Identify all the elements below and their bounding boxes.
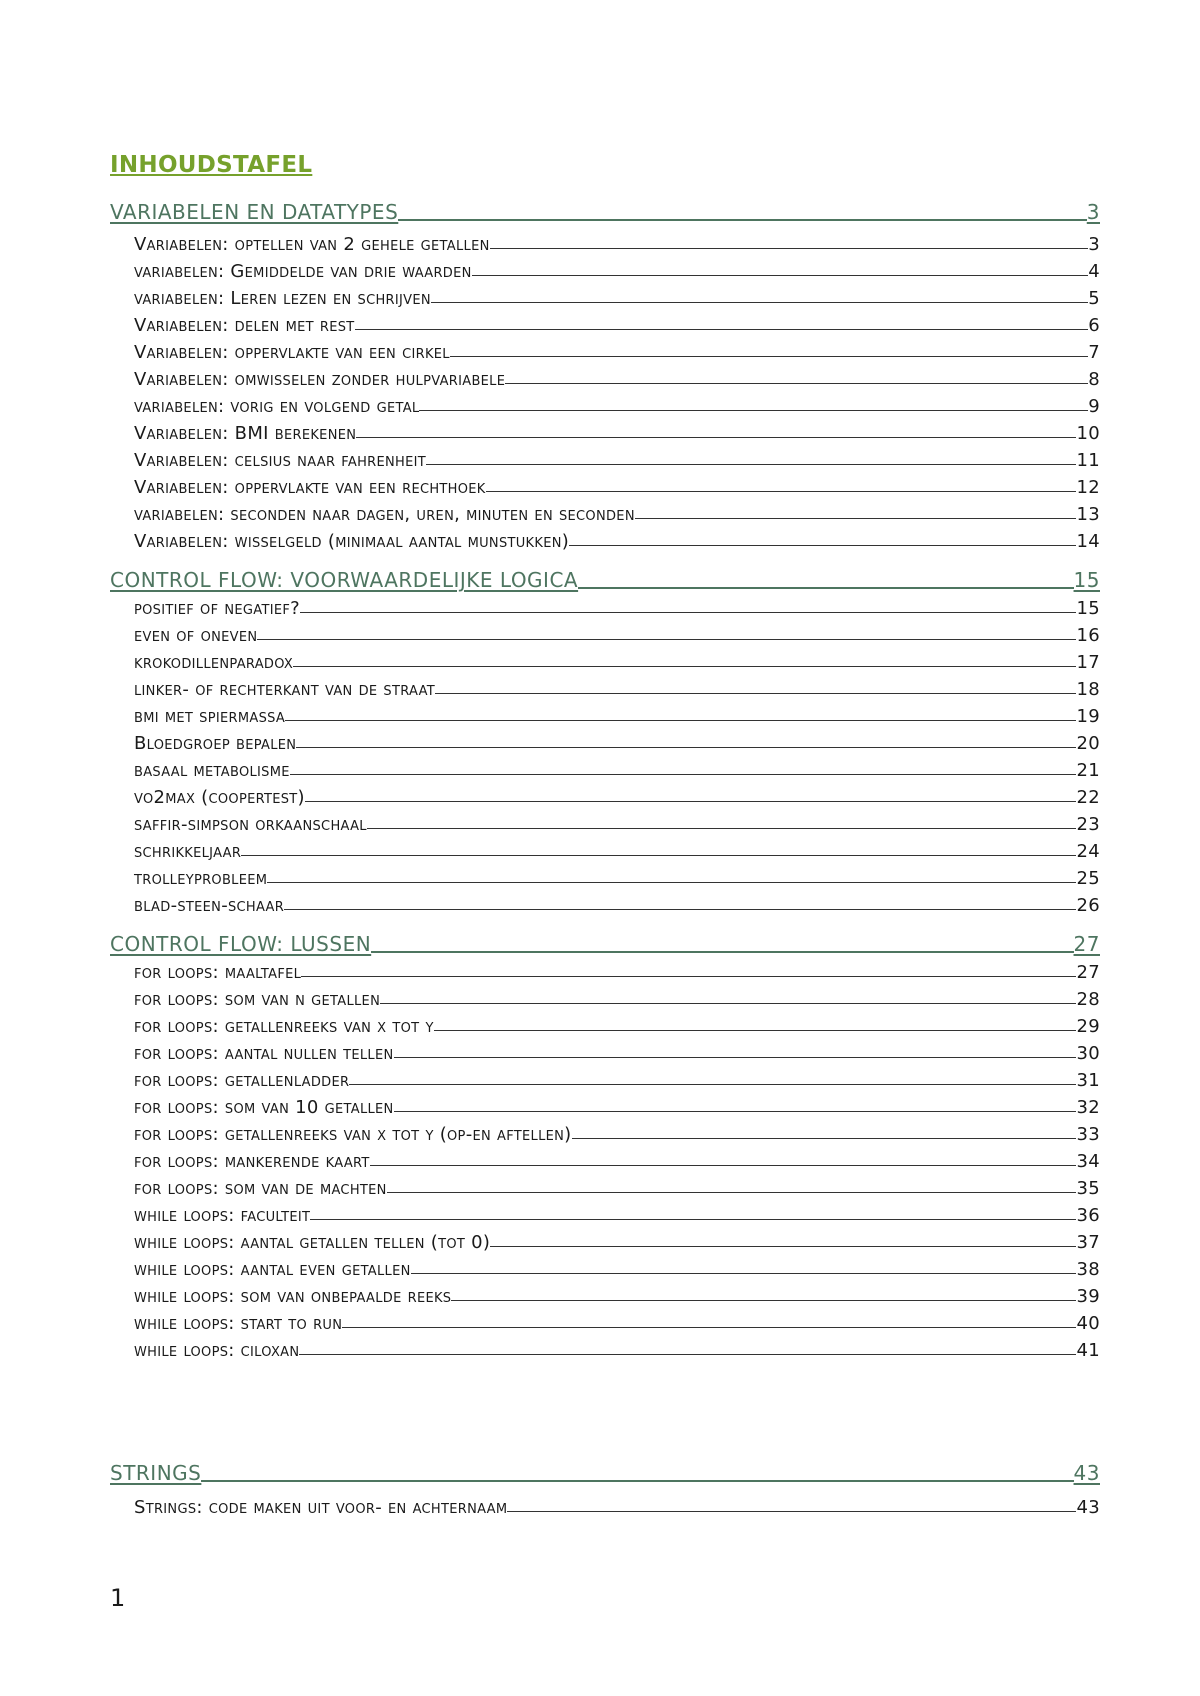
toc-item-label: while loops: faculteit [134,1205,311,1226]
toc-leader [426,464,1076,465]
toc-item[interactable] [110,889,1100,916]
toc-page-number: 18 [1076,679,1100,700]
toc-item[interactable] [110,444,1100,471]
toc-item-label: variabelen: Leren lezen en schrijven [134,288,431,309]
toc-item[interactable] [110,471,1100,498]
toc-item-label: while loops: aantal even getallen [134,1259,411,1280]
toc-leader [241,855,1076,856]
toc-item-label: Variabelen: delen met rest [134,315,355,336]
footer-page-number: 1 [110,1584,126,1612]
toc-page-number: 31 [1076,1070,1100,1091]
toc-item[interactable] [110,417,1100,444]
toc-item[interactable] [110,1334,1100,1361]
toc-section-strings[interactable] [110,1451,1100,1485]
toc-item[interactable] [110,862,1100,889]
toc-item-label: krokodillenparadox [134,652,294,673]
toc-item[interactable] [110,228,1100,255]
toc-item[interactable] [110,282,1100,309]
toc-item-label: variabelen: Gemiddelde van drie waarden [134,261,472,282]
toc-item-label: Variabelen: celsius naar fahrenheit [134,450,426,471]
toc-item[interactable] [110,983,1100,1010]
toc-item[interactable] [110,1491,1100,1518]
toc-page-number: 20 [1076,733,1100,754]
toc-page-number: 19 [1076,706,1100,727]
toc-leader [450,356,1088,357]
toc-item-label: for loops: som van n getallen [134,989,381,1010]
toc-title: INHOUDSTAFEL [110,152,313,178]
toc-item-label: for loops: som van 10 getallen [134,1097,394,1118]
toc-item[interactable] [110,1199,1100,1226]
toc-page-number: 15 [1076,598,1100,619]
toc-page-number: 35 [1076,1178,1100,1199]
toc-leader [293,666,1076,667]
toc-item-label: while loops: aantal getallen tellen (tot 0) [134,1232,491,1253]
toc-page-number: 25 [1076,868,1100,889]
toc-page-number: 13 [1076,504,1100,525]
toc-item[interactable] [110,646,1100,673]
toc-leader [290,774,1077,775]
toc-section-voorwaardelijke-logica[interactable] [110,558,1100,592]
toc-item[interactable] [110,1064,1100,1091]
toc-page-number: 15 [1073,568,1100,592]
toc-page-number: 23 [1076,814,1100,835]
toc-leader [472,275,1089,276]
toc-item-label: for loops: aantal nullen tellen [134,1043,394,1064]
toc-item[interactable] [110,781,1100,808]
toc-leader [431,302,1088,303]
toc-section-variabelen[interactable] [110,190,1100,224]
toc-item-label: for loops: mankerende kaart [134,1151,370,1172]
toc-page-number: 29 [1076,1016,1100,1037]
toc-item-label: for loops: som van de machten [134,1178,387,1199]
toc-item-label: saffir-simpson orkaanschaal [134,814,367,835]
toc-item[interactable] [110,1118,1100,1145]
toc-item-label: Variabelen: optellen van 2 gehele getallen [134,234,490,255]
toc-leader [201,1480,1073,1482]
toc-item[interactable] [110,255,1100,282]
toc-leader [419,410,1088,411]
toc-leader [371,951,1073,953]
toc-page-number: 3 [1088,234,1100,255]
toc-page-number: 27 [1073,932,1100,956]
toc-item[interactable] [110,309,1100,336]
toc-leader [490,248,1089,249]
toc-page-number: 7 [1088,342,1100,363]
toc-page-number: 34 [1076,1151,1100,1172]
toc-page-number: 21 [1076,760,1100,781]
toc-leader [398,219,1086,221]
toc-item[interactable] [110,673,1100,700]
toc-item-label: Variabelen: wisselgeld (minimaal aantal munstukken) [134,531,570,552]
toc-leader [435,693,1076,694]
toc-item[interactable] [110,1037,1100,1064]
toc-leader [434,1030,1077,1031]
toc-item-label: Variabelen: omwisselen zonder hulpvariabele [134,369,506,390]
toc-page-number: 27 [1076,962,1100,983]
toc-item-label: positief of negatief? [134,598,300,619]
toc-page-number: 5 [1088,288,1100,309]
toc-leader [572,1138,1077,1139]
toc-item-label: blad-steen-schaar [134,895,285,916]
toc-item[interactable] [110,592,1100,619]
toc-item[interactable] [110,727,1100,754]
toc-item[interactable] [110,754,1100,781]
toc-leader [349,1084,1076,1085]
toc-item-label: bmi met spiermassa [134,706,286,727]
toc-item[interactable] [110,1280,1100,1307]
toc-page-number: 43 [1076,1497,1100,1518]
toc-leader [507,1511,1076,1512]
toc-leader [569,545,1076,546]
toc-item[interactable] [110,498,1100,525]
toc-page-number: 30 [1076,1043,1100,1064]
toc-item-label: variabelen: seconden naar dagen, uren, minuten en seconden [134,504,635,525]
toc-item-label: schrikkeljaar [134,841,242,862]
toc-item[interactable] [110,808,1100,835]
toc-item-label: Variabelen: BMI berekenen [134,423,357,444]
toc-leader [394,1111,1077,1112]
toc-leader [387,1192,1077,1193]
toc-leader [284,909,1076,910]
toc-page-number: 10 [1076,423,1100,444]
toc-page-number: 24 [1076,841,1100,862]
toc-page-number: 9 [1088,396,1100,417]
toc-item[interactable] [110,1091,1100,1118]
toc-page-number: 36 [1076,1205,1100,1226]
toc-item-label: for loops: getallenreeks van x tot y (op-en aftellen) [134,1124,572,1145]
toc-section-lussen[interactable] [110,922,1100,956]
toc-leader [296,747,1076,748]
toc-page-number: 41 [1076,1340,1100,1361]
toc-leader [356,437,1076,438]
toc-item-label: Variabelen: oppervlakte van een cirkel [134,342,450,363]
toc-item[interactable] [110,525,1100,552]
toc-item-label: Variabelen: oppervlakte van een rechthoek [134,477,486,498]
toc-page-number: 4 [1088,261,1100,282]
toc-page-number: 38 [1076,1259,1100,1280]
toc-item[interactable] [110,835,1100,862]
toc-leader [299,1354,1076,1355]
toc-item-label: for loops: getallenladder [134,1070,350,1091]
toc-item[interactable] [110,1010,1100,1037]
toc-page-number: 12 [1076,477,1100,498]
toc-section-label: STRINGS [110,1461,202,1485]
toc-item[interactable] [110,1145,1100,1172]
toc-leader [451,1300,1076,1301]
toc-item[interactable] [110,1253,1100,1280]
toc-leader [267,882,1076,883]
toc-item[interactable] [110,390,1100,417]
toc-page-number: 6 [1088,315,1100,336]
toc-leader [310,1219,1076,1220]
toc-item-label: while loops: som van onbepaalde reeks [134,1286,452,1307]
table-of-contents [110,190,1100,1518]
toc-leader [370,1165,1077,1166]
toc-leader [301,976,1076,977]
toc-item-label: trolleyprobleem [134,868,268,889]
toc-page-number: 32 [1076,1097,1100,1118]
toc-item-label: linker- of rechterkant van de straat [134,679,436,700]
toc-section-label: CONTROL FLOW: VOORWAARDELIJKE LOGICA [110,568,579,592]
toc-leader [285,720,1076,721]
toc-item-label: vo2max (coopertest) [134,787,305,808]
toc-page-number: 14 [1076,531,1100,552]
toc-item-label: basaal metabolisme [134,760,290,781]
toc-leader [578,587,1073,589]
toc-leader [394,1057,1077,1058]
toc-item[interactable] [110,1172,1100,1199]
toc-page-number: 11 [1076,450,1100,471]
toc-leader [505,383,1088,384]
toc-leader [342,1327,1076,1328]
toc-item[interactable] [110,336,1100,363]
toc-leader [257,639,1076,640]
toc-item-label: while loops: start to run [134,1313,343,1334]
toc-item-label: even of oneven [134,625,258,646]
toc-leader [305,801,1077,802]
toc-item-label: while loops: ciloxan [134,1340,300,1361]
toc-section-label: CONTROL FLOW: LUSSEN [110,932,372,956]
toc-leader [380,1003,1076,1004]
toc-item[interactable] [110,1226,1100,1253]
toc-page-number: 28 [1076,989,1100,1010]
toc-item[interactable] [110,363,1100,390]
toc-leader [300,612,1076,613]
toc-item[interactable] [110,700,1100,727]
toc-page-number: 43 [1073,1461,1100,1485]
toc-leader [355,329,1089,330]
toc-item-label: Bloedgroep bepalen [134,733,297,754]
toc-item[interactable] [110,1307,1100,1334]
toc-leader [411,1273,1077,1274]
toc-section-label: VARIABELEN EN DATATYPES [110,200,399,224]
toc-page-number: 22 [1076,787,1100,808]
toc-item-label: for loops: getallenreeks van x tot y [134,1016,434,1037]
toc-page-number: 16 [1076,625,1100,646]
toc-page-number: 17 [1076,652,1100,673]
toc-item[interactable] [110,956,1100,983]
toc-item-label: for loops: maaltafel [134,962,302,983]
toc-page-number: 37 [1076,1232,1100,1253]
toc-page-number: 3 [1086,200,1100,224]
toc-item[interactable] [110,619,1100,646]
toc-leader [635,518,1077,519]
toc-page-number: 26 [1076,895,1100,916]
toc-leader [367,828,1077,829]
toc-page-number: 39 [1076,1286,1100,1307]
toc-page-number: 33 [1076,1124,1100,1145]
toc-page-number: 8 [1088,369,1100,390]
toc-leader [486,491,1077,492]
toc-item-label: Strings: code maken uit voor- en achternaam [134,1497,508,1518]
toc-leader [490,1246,1076,1247]
toc-item-label: variabelen: vorig en volgend getal [134,396,420,417]
toc-page-number: 40 [1076,1313,1100,1334]
